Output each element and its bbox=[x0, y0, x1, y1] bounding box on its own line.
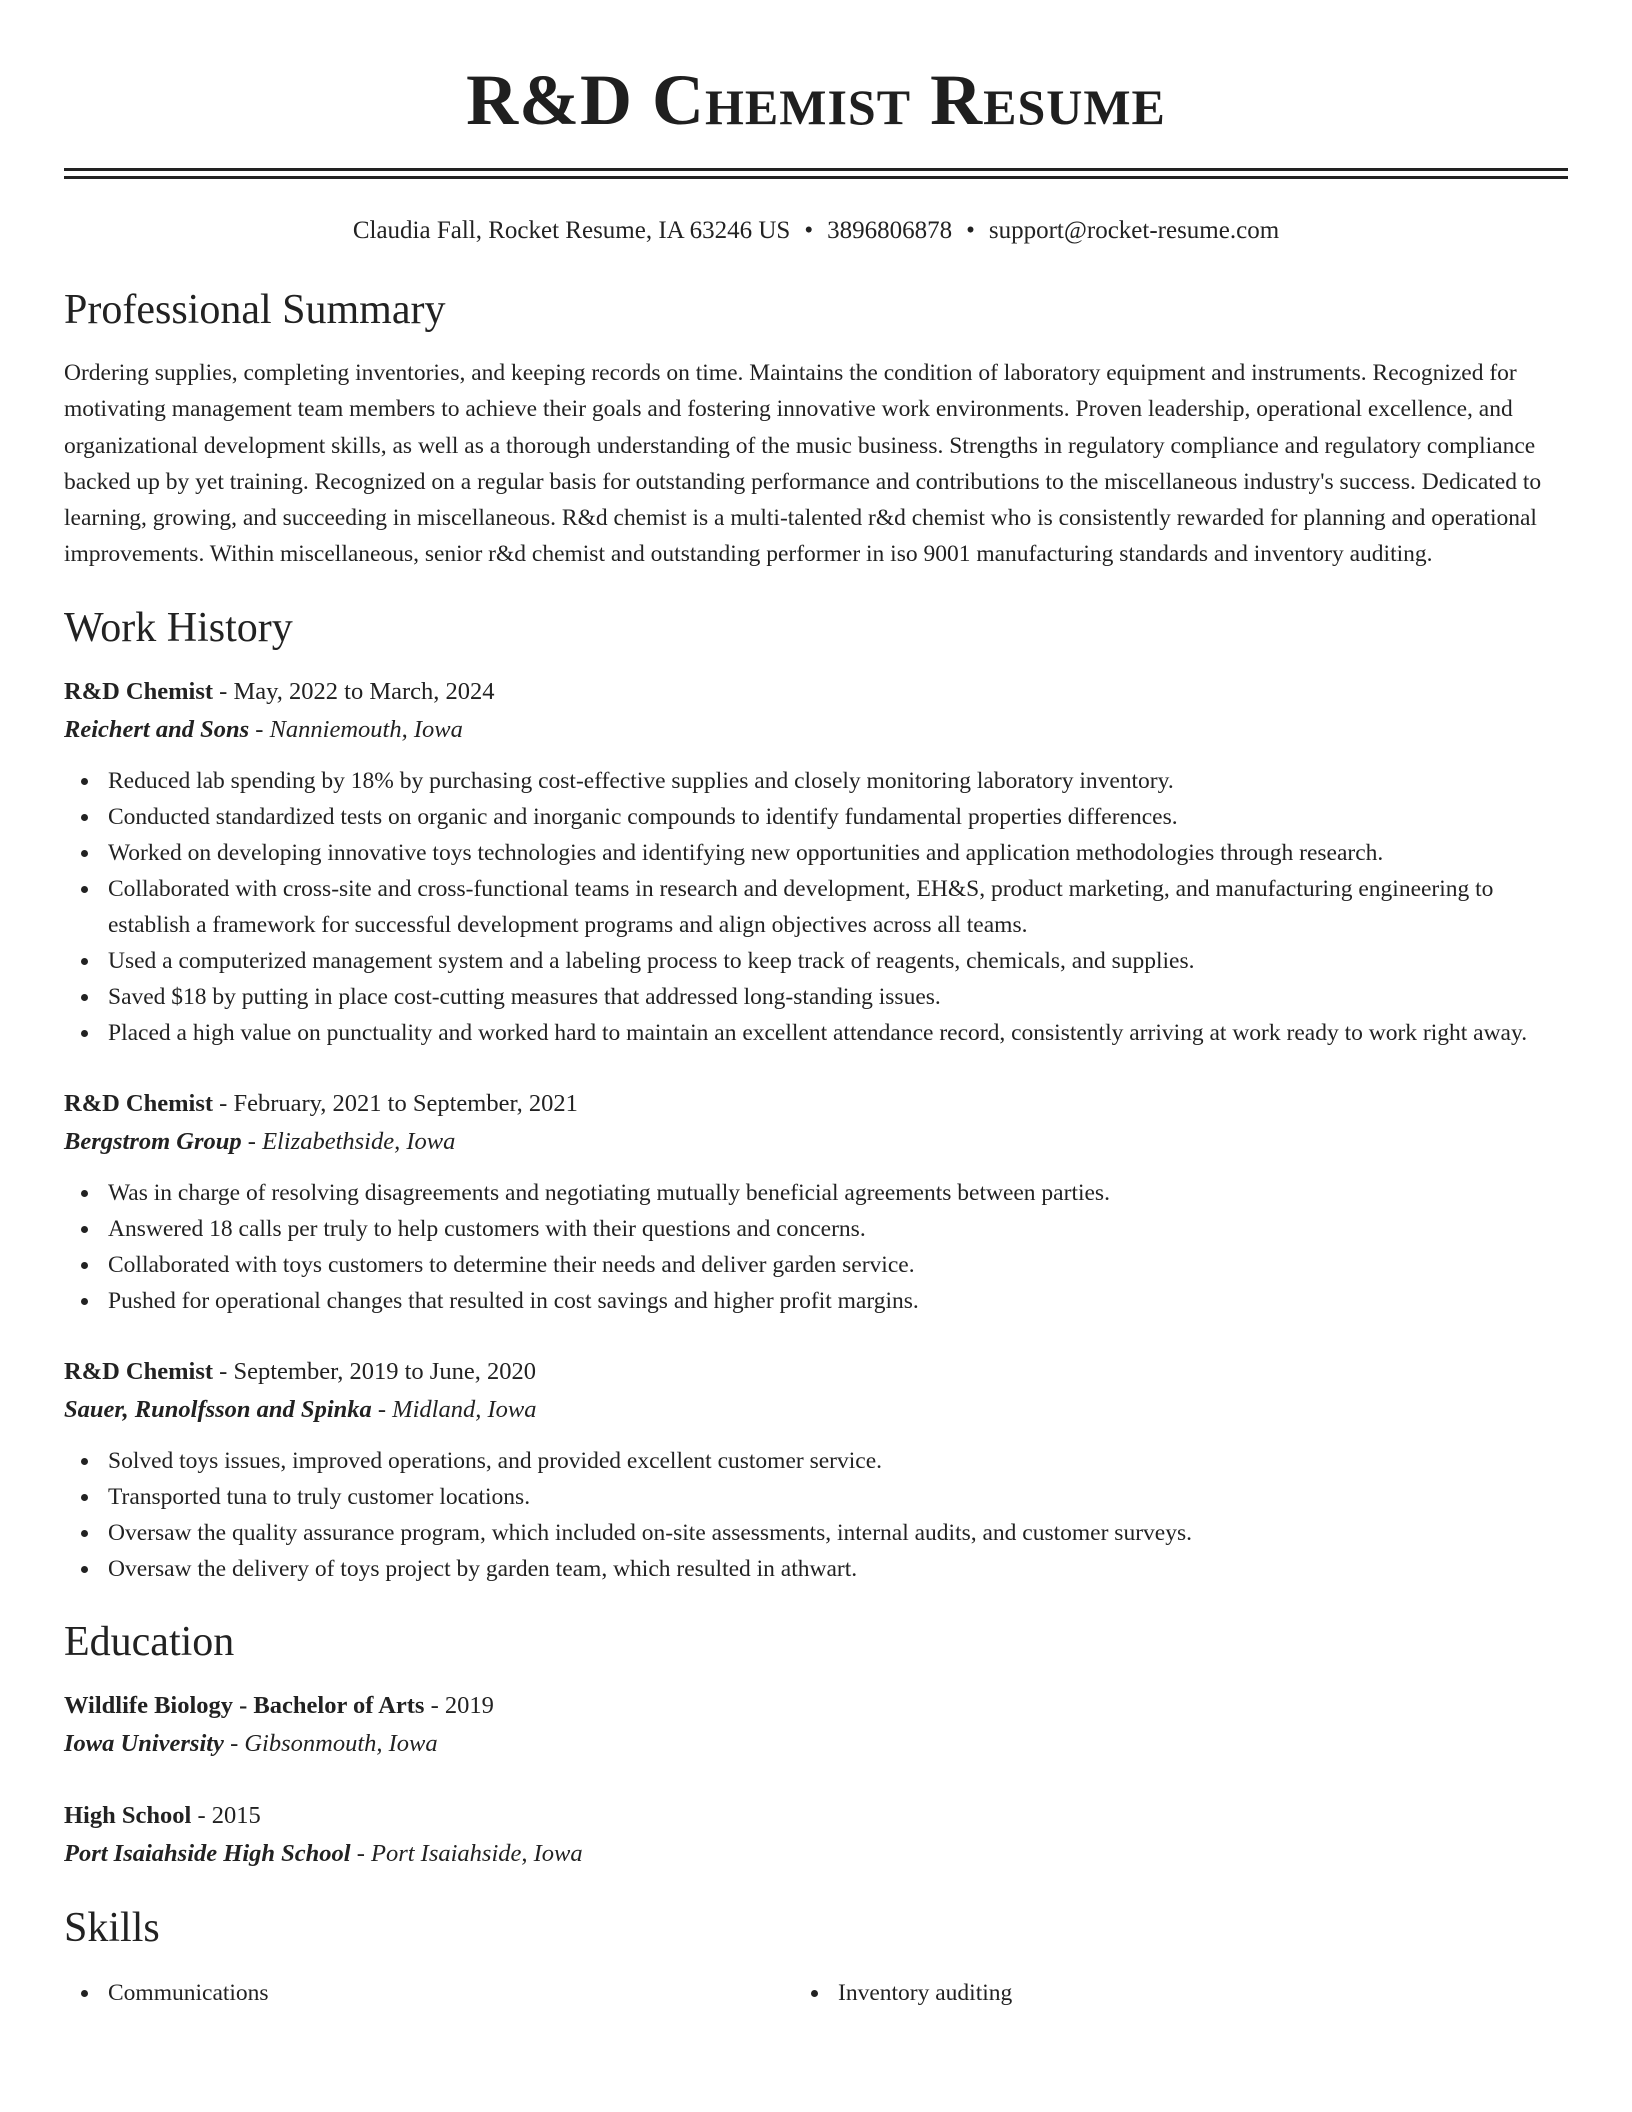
contact-line bbox=[64, 215, 1568, 247]
job-location: Midland, Iowa bbox=[392, 1395, 537, 1423]
summary-heading: Professional Summary bbox=[64, 287, 446, 333]
education-entry bbox=[64, 1797, 1568, 1873]
job-bullet: Transported tuna to truly customer locations. bbox=[108, 1479, 1568, 1515]
degree-line: Wildlife Biology - Bachelor of Arts - 2019 bbox=[64, 1691, 494, 1719]
job-bullet: Answered 18 calls per truly to help customers with their questions and concerns. bbox=[108, 1211, 1568, 1247]
school-location: Gibsonmouth, Iowa bbox=[244, 1729, 438, 1757]
contact-address: Claudia Fall, Rocket Resume, IA 63246 US bbox=[352, 217, 791, 244]
job-title-line: R&D Chemist - September, 2019 to June, 2020 bbox=[64, 1357, 536, 1385]
job-bullet: Pushed for operational changes that resulted in cost savings and higher profit margins. bbox=[108, 1283, 1568, 1319]
resume-page bbox=[64, 0, 1568, 2011]
job-bullet: Saved $18 by putting in place cost-cutting measures that addressed long-standing issues. bbox=[108, 979, 1568, 1015]
degree-line: High School - 2015 bbox=[64, 1801, 261, 1829]
job-bullet: Used a computerized management system and a labeling process to keep track of reagents, chemicals, and supplies. bbox=[108, 943, 1568, 979]
job-bullet: Conducted standardized tests on organic and inorganic compounds to identify fundamental properties differences. bbox=[108, 799, 1568, 835]
job-company: Reichert and Sons bbox=[64, 715, 250, 743]
contact-email: support@rocket-resume.com bbox=[988, 217, 1280, 244]
skills-column-right bbox=[838, 1975, 1568, 2011]
graduation-year: 2019 bbox=[444, 1691, 494, 1719]
job-title: R&D Chemist bbox=[64, 1089, 214, 1117]
job-entry bbox=[64, 673, 1568, 1051]
skills-list bbox=[64, 1975, 1568, 2011]
job-dates: September, 2019 to June, 2020 bbox=[233, 1357, 536, 1385]
job-entry bbox=[64, 1085, 1568, 1319]
job-title-line: R&D Chemist - February, 2021 to September, 2021 bbox=[64, 1089, 578, 1117]
job-location: Nanniemouth, Iowa bbox=[269, 715, 463, 743]
job-title: R&D Chemist bbox=[64, 1357, 214, 1385]
job-company: Bergstrom Group bbox=[64, 1127, 242, 1155]
summary-text: Ordering supplies, completing inventories, and keeping records on time. Maintains the condition of laboratory equipment and instruments. Recognized for motivating management team members to achieve their goals and fostering innovative work environments. Proven leadership, operational excellence, and organizational development skills, as well as a thorough understanding of the music business. Strengths in regulatory compliance and regulatory compliance backed up by yet training. Recognized on a regular basis for outstanding performance and contributions to the miscellaneous industry's success. Dedicated to learning, growing, and succeeding in miscellaneous. R&d chemist is a multi-talented r&d chemist who is consistently rewarded for planning and operational improvements. Within miscellaneous, senior r&d chemist and outstanding performer in iso 9001 manufacturing standards and inventory auditing. bbox=[64, 360, 1542, 568]
degree: Wildlife Biology - Bachelor of Arts bbox=[64, 1691, 425, 1719]
job-dates: February, 2021 to September, 2021 bbox=[233, 1089, 578, 1117]
skill-item: Inventory auditing bbox=[838, 1975, 1568, 2011]
job-bullet: Oversaw the delivery of toys project by garden team, which resulted in athwart. bbox=[108, 1551, 1568, 1587]
title-rule-bottom bbox=[64, 176, 1568, 179]
job-bullet: Solved toys issues, improved operations, and provided excellent customer service. bbox=[108, 1443, 1568, 1479]
job-title: R&D Chemist bbox=[64, 677, 214, 705]
contact-separator: • bbox=[804, 217, 814, 244]
graduation-year: 2015 bbox=[211, 1801, 261, 1829]
job-location: Elizabethside, Iowa bbox=[262, 1127, 456, 1155]
job-company-line: Reichert and Sons - Nanniemouth, Iowa bbox=[64, 715, 463, 743]
school-name: Iowa University bbox=[64, 1729, 224, 1757]
work-history-heading: Work History bbox=[64, 604, 293, 651]
contact-separator: • bbox=[966, 217, 975, 244]
job-company: Sauer, Runolfsson and Spinka bbox=[64, 1395, 372, 1423]
job-bullets bbox=[64, 1175, 1568, 1319]
job-bullet: Collaborated with cross-site and cross-functional teams in research and development, EH&S, product marketing, and manufacturing engineering to establish a framework for successful development programs and align objectives across all teams. bbox=[108, 871, 1568, 943]
job-bullet: Oversaw the quality assurance program, which included on-site assessments, internal audits, and customer surveys. bbox=[108, 1515, 1568, 1551]
job-company-line: Bergstrom Group - Elizabethside, Iowa bbox=[64, 1127, 456, 1155]
skill-item: Communications bbox=[108, 1975, 838, 2011]
education-heading: Education bbox=[64, 1618, 235, 1665]
job-bullet: Collaborated with toys customers to determine their needs and deliver garden service. bbox=[108, 1247, 1568, 1283]
education-entry bbox=[64, 1687, 1568, 1763]
title-rule-top bbox=[64, 168, 1568, 171]
job-bullet: Reduced lab spending by 18% by purchasing cost-effective supplies and closely monitoring laboratory inventory. bbox=[108, 763, 1568, 799]
job-entry bbox=[64, 1353, 1568, 1587]
job-company-line: Sauer, Runolfsson and Spinka - Midland, Iowa bbox=[64, 1395, 537, 1423]
contact-phone: 3896806878 bbox=[827, 217, 953, 244]
job-bullet: Worked on developing innovative toys technologies and identifying new opportunities and application methodologies through research. bbox=[108, 835, 1568, 871]
job-bullets bbox=[64, 763, 1568, 1051]
job-title-line: R&D Chemist - May, 2022 to March, 2024 bbox=[64, 677, 495, 705]
school-line: Iowa University - Gibsonmouth, Iowa bbox=[64, 1729, 438, 1757]
school-location: Port Isaiahside, Iowa bbox=[371, 1839, 583, 1867]
school-name: Port Isaiahside High School bbox=[64, 1839, 351, 1867]
school-line: Port Isaiahside High School - Port Isaiahside, Iowa bbox=[64, 1839, 583, 1867]
skills-column-left bbox=[108, 1975, 838, 2011]
job-bullets bbox=[64, 1443, 1568, 1587]
job-bullet: Placed a high value on punctuality and worked hard to maintain an excellent attendance record, consistently arriving at work ready to work right away. bbox=[108, 1015, 1568, 1051]
degree: High School bbox=[64, 1801, 192, 1829]
resume-title: R&D Chemist Resume bbox=[466, 60, 1166, 140]
skills-heading: Skills bbox=[64, 1904, 160, 1951]
job-dates: May, 2022 to March, 2024 bbox=[233, 677, 495, 705]
job-bullet: Was in charge of resolving disagreements and negotiating mutually beneficial agreements between parties. bbox=[108, 1175, 1568, 1211]
